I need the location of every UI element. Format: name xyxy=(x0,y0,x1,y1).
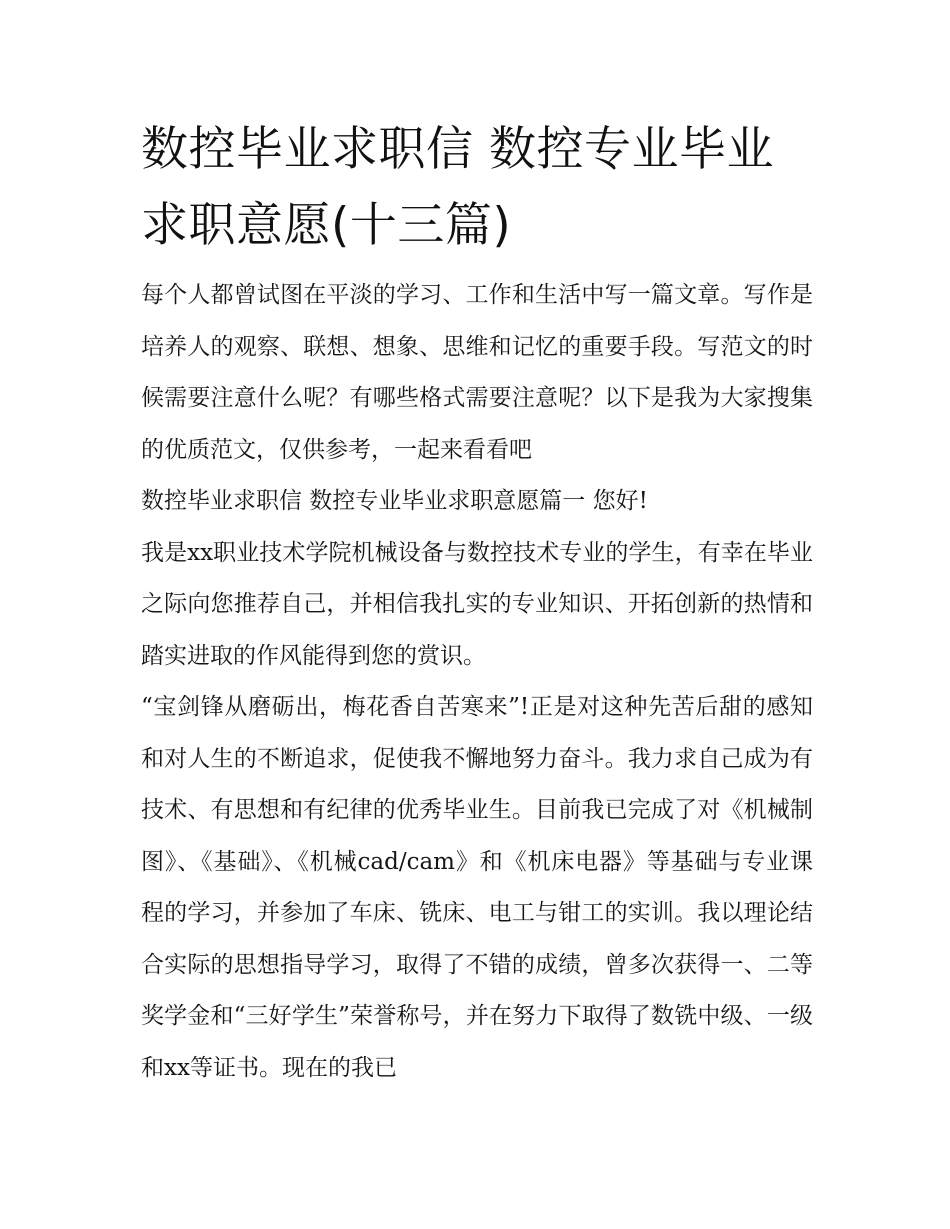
document-content xyxy=(141,112,813,1094)
document-title: 数控毕业求职信 数控专业毕业求职意愿(十三篇) xyxy=(141,122,774,253)
self-introduction-paragraph: 我是xx职业技术学院机械设备与数控技术专业的学生，有幸在毕业之际向您推荐自己，并相信我扎实的专业知识、开拓创新的热情和踏实进取的作风能得到您的赏识。 xyxy=(141,539,813,669)
intro-paragraph: 每个人都曾试图在平淡的学习、工作和生活中写一篇文章。写作是培养人的观察、联想、想象、思维和记忆的重要手段。写范文的时候需要注意什么呢？有哪些格式需要注意呢？以下是我为大家搜集的优质范文，仅供参考，一起来看看吧 xyxy=(141,282,813,463)
body-paragraph: “宝剑锋从磨砺出，梅花香自苦寒来”!正是对这种先苦后甜的感知和对人生的不断追求，促使我不懈地努力奋斗。我力求自己成为有技术、有思想和有纪律的优秀毕业生。目前我已完成了对《机械制图》、《基础》、《机械cad/cam》和《机床电器》等基础与专业课程的学习，并参加了车床、铣床、电工与钳工的实训。我以理论结合实际的思想指导学习，取得了不错的成绩，曾多次获得一、二等奖学金和“三好学生”荣誉称号，并在努力下取得了数铣中级、一级和xx等证书。现在的我已 xyxy=(141,694,813,1081)
section-heading-paragraph: 数控毕业求职信 数控专业毕业求职意愿篇一 您好! xyxy=(141,488,648,514)
